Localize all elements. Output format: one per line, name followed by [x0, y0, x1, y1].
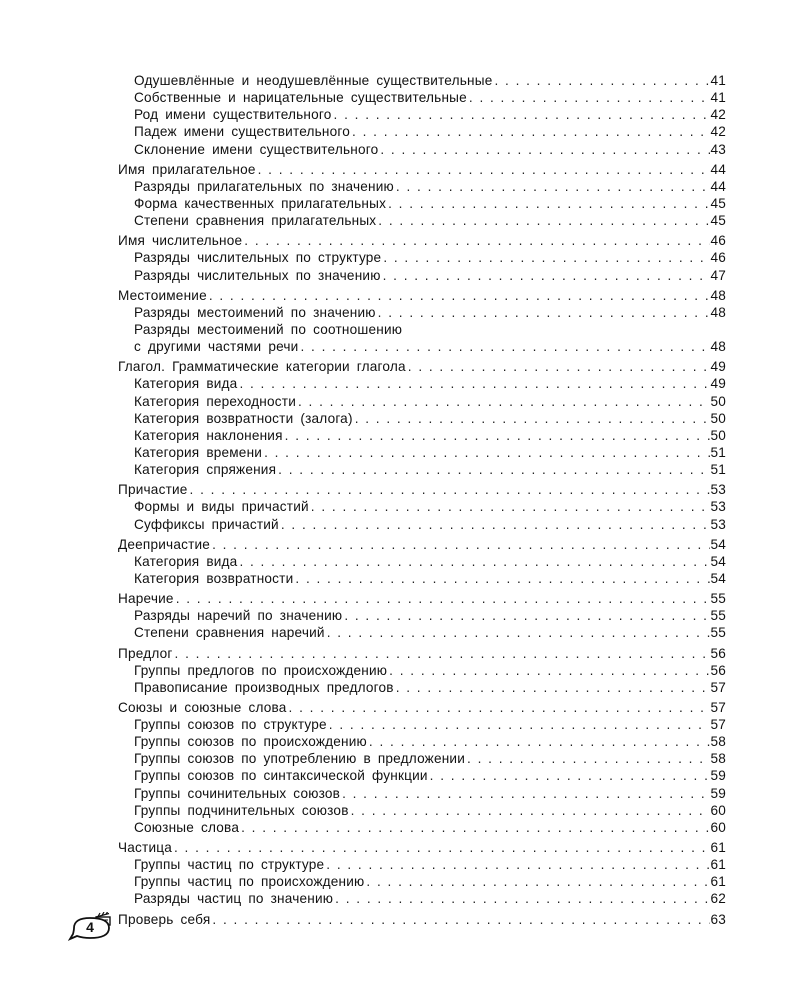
leader-dots	[394, 679, 711, 696]
section-title: Деепричастие	[118, 536, 211, 552]
toc-entry[interactable]	[118, 267, 726, 284]
section-title: Местоимение	[118, 287, 207, 303]
entry-title: Группы частиц по структуре	[134, 857, 325, 873]
toc-section-numeral[interactable]	[118, 232, 726, 249]
leader-dots	[276, 461, 710, 478]
section-title: Имя прилагательное	[118, 161, 256, 177]
entry-page: 50	[710, 410, 726, 426]
entry-page: 58	[710, 734, 726, 750]
toc-section-conjunction[interactable]	[118, 699, 726, 716]
entry-page: 57	[710, 679, 726, 695]
leader-dots	[210, 536, 710, 553]
leader-dots	[296, 393, 710, 410]
entry-title: Степени сравнения прилагательных	[134, 213, 377, 229]
toc-entry[interactable]	[118, 819, 726, 836]
entry-page: 56	[710, 662, 726, 678]
toc-entry[interactable]	[118, 195, 726, 212]
section-page: 53	[710, 482, 726, 498]
leader-dots	[173, 645, 711, 662]
entry-title: Одушевлённые и неодушевлённые существительные	[134, 73, 493, 88]
entry-title: Склонение имени существительного	[134, 141, 379, 157]
toc-entry[interactable]	[118, 89, 726, 106]
toc-entry[interactable]	[118, 321, 726, 338]
entry-page: 60	[710, 819, 726, 835]
leader-dots	[242, 232, 710, 249]
section-page: 57	[710, 699, 726, 715]
leader-dots	[381, 249, 710, 266]
toc-entry[interactable]	[118, 890, 726, 907]
entry-page: 42	[710, 124, 726, 140]
toc-entry[interactable]	[118, 338, 726, 355]
leader-dots	[378, 141, 710, 158]
entry-title: Группы частиц по происхождению	[134, 874, 365, 890]
leader-dots	[394, 178, 711, 195]
toc-section-particle[interactable]	[118, 839, 726, 856]
toc-section-adjective[interactable]	[118, 161, 726, 178]
toc-entry[interactable]	[118, 516, 726, 533]
entry-page: 41	[710, 73, 726, 88]
section-page: 49	[710, 359, 726, 375]
entry-page: 53	[710, 499, 726, 515]
entry-title: Категория возвратности (залога)	[134, 410, 353, 426]
toc-entry[interactable]	[118, 461, 726, 478]
leader-dots	[406, 358, 711, 375]
entry-title: Форма качественных прилагательных	[134, 195, 387, 211]
leader-dots	[262, 444, 710, 461]
toc-entry[interactable]	[118, 802, 726, 819]
leader-dots	[349, 802, 711, 819]
leader-dots	[174, 590, 711, 607]
entry-page: 59	[710, 785, 726, 801]
table-of-contents	[118, 72, 726, 928]
section-title: Глагол. Грамматические категории глагола	[118, 359, 406, 375]
toc-entry[interactable]	[118, 498, 726, 515]
toc-entry[interactable]	[118, 767, 726, 784]
entry-page: 62	[710, 891, 726, 907]
entry-page: 57	[710, 717, 726, 733]
entry-page: 61	[710, 857, 726, 873]
entry-title: Группы союзов по структуре	[134, 717, 327, 733]
leader-dots	[210, 911, 710, 928]
entry-page: 55	[710, 625, 726, 641]
leader-dots	[386, 195, 710, 212]
leader-dots	[428, 767, 711, 784]
entry-page: 59	[710, 768, 726, 784]
entry-title: Разряды наречий по значению	[134, 608, 343, 624]
entry-page: 49	[710, 376, 726, 392]
entry-page: 50	[710, 427, 726, 443]
entry-title: Категория наклонения	[134, 427, 283, 443]
leader-dots	[324, 856, 710, 873]
leader-dots	[239, 819, 710, 836]
entry-page: 61	[710, 874, 726, 890]
entry-title: Разряды числительных по значению	[134, 267, 381, 283]
leader-dots	[376, 304, 711, 321]
leader-dots	[279, 516, 711, 533]
entry-title: Группы подчинительных союзов	[134, 802, 349, 818]
toc-section-adverb[interactable]	[118, 590, 726, 607]
toc-section-verb[interactable]	[118, 358, 726, 375]
section-page: 61	[710, 840, 726, 856]
entry-title: Группы союзов по синтаксической функции	[134, 768, 428, 784]
leader-dots	[492, 72, 710, 89]
leader-dots	[465, 750, 710, 767]
toc-entry[interactable]	[118, 570, 726, 587]
toc-entry[interactable]	[118, 375, 726, 392]
toc-section-preposition[interactable]	[118, 645, 726, 662]
entry-title: Категория переходности	[134, 393, 296, 409]
leader-dots	[293, 570, 710, 587]
section-page: 56	[710, 645, 726, 661]
entry-title: Группы союзов по употреблению в предложении	[134, 751, 466, 767]
toc-entry[interactable]	[118, 662, 726, 679]
entry-page: 43	[710, 141, 726, 157]
toc-entry[interactable]	[118, 178, 726, 195]
entry-title: Падеж имени существительного	[134, 124, 351, 140]
entry-page: 41	[710, 90, 726, 106]
entry-title: Союзные слова	[134, 819, 240, 835]
entry-title: Категория спряжения	[134, 462, 277, 478]
toc-entry[interactable]	[118, 427, 726, 444]
entry-title: Разряды местоимений по соотношению	[134, 321, 403, 337]
toc-entry[interactable]	[118, 393, 726, 410]
toc-entry[interactable]	[118, 212, 726, 229]
toc-entry[interactable]	[118, 785, 726, 802]
leader-dots	[367, 733, 711, 750]
entry-title: Разряды прилагательных по значению	[134, 178, 394, 194]
leader-dots	[188, 481, 711, 498]
leader-dots	[350, 123, 710, 140]
page-number-badge	[68, 915, 112, 941]
entry-page: 44	[710, 178, 726, 194]
section-title: Наречие	[118, 591, 174, 607]
section-page: 44	[710, 161, 726, 177]
section-title: Предлог	[118, 645, 173, 661]
toc-section-check-yourself[interactable]	[118, 911, 726, 928]
leader-dots	[381, 267, 711, 284]
section-title: Причастие	[118, 482, 188, 498]
entry-title: Род имени существительного	[134, 107, 332, 123]
entry-page: 54	[710, 570, 726, 586]
toc-entry[interactable]	[118, 304, 726, 321]
entry-title: Разряды частиц по значению	[134, 891, 334, 907]
entry-title: с другими частями речи	[134, 339, 299, 355]
toc-entry[interactable]	[118, 106, 726, 123]
section-page: 55	[710, 591, 726, 607]
entry-title: Собственные и нарицательные существительные	[134, 90, 467, 106]
section-title: Проверь себя	[118, 911, 211, 927]
leader-dots	[237, 375, 710, 392]
leader-dots	[327, 716, 711, 733]
entry-page: 45	[710, 213, 726, 229]
entry-title: Группы союзов по происхождению	[134, 734, 367, 750]
leader-dots	[340, 785, 710, 802]
entry-title: Группы сочинительных союзов	[134, 785, 341, 801]
entry-title: Категория вида	[134, 553, 238, 569]
toc-entry[interactable]	[118, 750, 726, 767]
entry-page: 51	[710, 462, 726, 478]
page-number: 4	[86, 919, 94, 935]
section-title: Имя числительное	[118, 233, 243, 249]
entry-title: Категория возвратности	[134, 570, 294, 586]
leader-dots	[333, 890, 710, 907]
entry-page: 53	[710, 516, 726, 532]
leader-dots	[298, 338, 710, 355]
toc-entry[interactable]	[118, 410, 726, 427]
toc-entry[interactable]	[118, 72, 726, 89]
toc-entry[interactable]	[118, 123, 726, 140]
leader-dots	[376, 212, 710, 229]
leader-dots	[467, 89, 711, 106]
entry-title: Категория вида	[134, 376, 238, 392]
entry-page: 54	[710, 553, 726, 569]
toc-entry[interactable]	[118, 716, 726, 733]
leader-dots	[364, 873, 710, 890]
entry-title: Суффиксы причастий	[134, 516, 279, 532]
entry-page: 51	[710, 444, 726, 460]
section-page: 48	[710, 287, 726, 303]
leader-dots	[325, 624, 711, 641]
leader-dots	[387, 662, 710, 679]
toc-entry[interactable]	[118, 733, 726, 750]
toc-entry[interactable]	[118, 607, 726, 624]
toc-entry[interactable]	[118, 141, 726, 158]
entry-page: 60	[710, 802, 726, 818]
entry-page: 46	[710, 250, 726, 266]
entry-title: Формы и виды причастий	[134, 499, 309, 515]
section-page: 46	[710, 233, 726, 249]
entry-title: Разряды местоимений по значению	[134, 304, 376, 320]
section-page: 63	[710, 911, 726, 927]
entry-title: Правописание производных предлогов	[134, 679, 394, 695]
section-page: 54	[710, 536, 726, 552]
entry-page: 55	[710, 608, 726, 624]
entry-title: Категория времени	[134, 444, 263, 460]
toc-entry[interactable]	[118, 873, 726, 890]
entry-page: 47	[710, 267, 726, 283]
entry-title: Группы предлогов по происхождению	[134, 662, 388, 678]
leader-dots	[283, 427, 711, 444]
toc-section-gerund[interactable]	[118, 536, 726, 553]
leader-dots	[172, 839, 710, 856]
toc-section-participle[interactable]	[118, 481, 726, 498]
entry-page: 42	[710, 107, 726, 123]
leader-dots	[332, 106, 711, 123]
entry-title: Степени сравнения наречий	[134, 625, 325, 641]
toc-entry[interactable]	[118, 444, 726, 461]
entry-page: 50	[710, 393, 726, 409]
entry-title: Разряды числительных по структуре	[134, 250, 382, 266]
toc-entry[interactable]	[118, 856, 726, 873]
toc-entry[interactable]	[118, 249, 726, 266]
entry-page: 58	[710, 751, 726, 767]
leader-dots	[237, 553, 710, 570]
entry-page: 45	[710, 195, 726, 211]
entry-page: 48	[710, 304, 726, 320]
toc-entry[interactable]	[118, 679, 726, 696]
leader-dots	[207, 287, 711, 304]
toc-section-pronoun[interactable]	[118, 287, 726, 304]
section-title: Частица	[118, 840, 172, 856]
toc-entry[interactable]	[118, 553, 726, 570]
section-title: Союзы и союзные слова	[118, 699, 287, 715]
leader-dots	[309, 498, 711, 515]
leader-dots	[353, 410, 711, 427]
entry-page: 48	[710, 339, 726, 355]
toc-entry[interactable]	[118, 624, 726, 641]
leader-dots	[256, 161, 711, 178]
leader-dots	[342, 607, 710, 624]
leader-dots	[287, 699, 711, 716]
